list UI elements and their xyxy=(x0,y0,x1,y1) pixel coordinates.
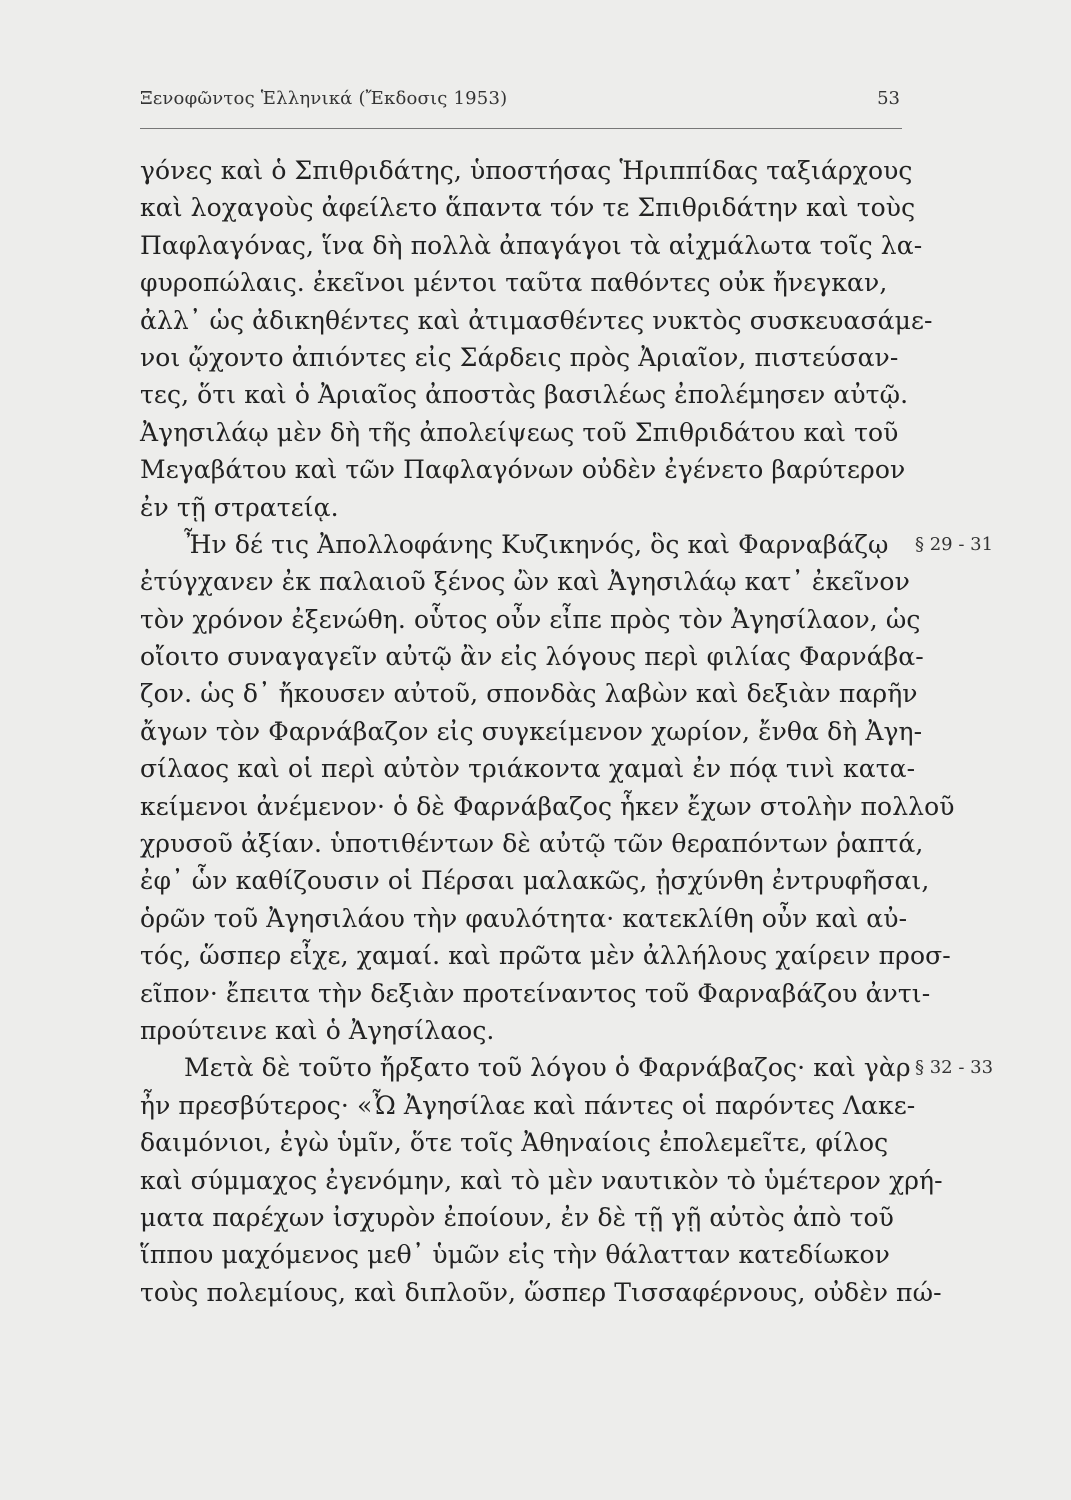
text-line: προύτεινε καὶ ὁ Ἀγησίλαος. xyxy=(140,1015,495,1045)
text-line: ὁρῶν τοῦ Ἀγησιλάου τὴν φαυλότητα· κατεκλίθη οὖν καὶ αὐ- xyxy=(140,903,908,933)
text-line: τὸν χρόνον ἐξενώθη. οὗτος οὖν εἶπε πρὸς τὸν Ἀγησίλαον, ὡς xyxy=(140,604,921,634)
text-line: Παφλαγόνας, ἵνα δὴ πολλὰ ἀπαγάγοι τὰ αἰχμάλωτα τοῖς λα- xyxy=(140,230,923,260)
text-line: Ἦν δέ τις Ἀπολλοφάνης Κυζικηνός, ὃς καὶ Φαρναβάζῳ xyxy=(184,529,889,559)
text-line: οἴοιτο συναγαγεῖν αὐτῷ ἂν εἰς λόγους περὶ φιλίας Φαρνάβα- xyxy=(140,642,924,672)
page-number: 53 xyxy=(877,88,900,109)
text-line: Μεγαβάτου καὶ τῶν Παφλαγόνων οὐδὲν ἐγένετο βαρύτερον xyxy=(140,455,906,485)
text-line: δαιμόνιοι, ἐγὼ ὑμῖν, ὅτε τοῖς Ἀθηναίοις ἐπολεμεῖτε, φίλος xyxy=(140,1128,889,1158)
text-line: φυροπώλαις. ἐκεῖνοι μέντοι ταῦτα παθόντες οὐκ ἤνεγκαν, xyxy=(140,268,888,298)
text-line: Ἀγησιλάῳ μὲν δὴ τῆς ἀπολείψεως τοῦ Σπιθριδάτου καὶ τοῦ xyxy=(140,417,899,447)
text-line: γόνες καὶ ὁ Σπιθριδάτης, ὑποστήσας Ἡριππίδας ταξιάρχους xyxy=(140,156,913,185)
running-header xyxy=(140,88,902,129)
text-line: ἐφ᾿ ὧν καθίζουσιν οἱ Πέρσαι μαλακῶς, ᾐσχύνθη ἐντρυφῆσαι, xyxy=(140,866,930,896)
text-line: καὶ σύμμαχος ἐγενόμην, καὶ τὸ μὲν ναυτικὸν τὸ ὑμέτερον χρή- xyxy=(140,1165,943,1195)
text-line: ματα παρέχων ἰσχυρὸν ἐποίουν, ἐν δὲ τῇ γῇ αὐτὸς ἀπὸ τοῦ xyxy=(140,1202,894,1232)
text-line: εῖπον· ἔπειτα τὴν δεξιὰν προτείναντος τοῦ Φαρναβάζου ἀντι- xyxy=(140,978,931,1008)
text-line: τοὺς πολεμίους, καὶ διπλοῦν, ὥσπερ Τισσαφέρνους, οὐδὲν πώ- xyxy=(140,1277,942,1307)
text-line: ἦν πρεσβύτερος· «Ὦ Ἀγησίλαε καὶ πάντες οἱ παρόντες Λακε- xyxy=(140,1090,916,1120)
line-with-note xyxy=(140,1049,994,1086)
body-text xyxy=(140,152,994,1311)
text-line: τός, ὥσπερ εἶχε, χαμαί. καὶ πρῶτα μὲν ἀλλήλους χαίρειν προσ- xyxy=(140,941,951,971)
margin-note-section-29-31: § 29 - 31 xyxy=(915,533,994,555)
text-line: κείμενοι ἀνέμενον· ὁ δὲ Φαρνάβαζος ἧκεν ἔχων στολὴν πολλοῦ xyxy=(140,791,955,821)
text-line: ζον. ὡς δ᾿ ἤκουσεν αὐτοῦ, σπονδὰς λαβὼν καὶ δεξιὰν παρῆν xyxy=(140,679,918,709)
line-with-note xyxy=(140,526,994,563)
text-line: ἄγων τὸν Φαρνάβαζον εἰς συγκείμενον χωρίον, ἔνθα δὴ Ἀγη- xyxy=(140,716,923,746)
text-line: ἀλλ᾿ ὡς ἀδικηθέντες καὶ ἀτιμασθέντες νυκτὸς συσκευασάμε- xyxy=(140,305,933,335)
text-line: ἐτύγχανεν ἐκ παλαιοῦ ξένος ὢν καὶ Ἀγησιλάῳ κατ᾿ ἐκεῖνον xyxy=(140,567,910,597)
text-line: σίλαος καὶ οἱ περὶ αὐτὸν τριάκοντα χαμαὶ ἐν πόᾳ τινὶ κατα- xyxy=(140,754,916,784)
margin-note-section-32-33: § 32 - 33 xyxy=(915,1057,994,1079)
text-line: καὶ λοχαγοὺς ἀφείλετο ἅπαντα τόν τε Σπιθριδάτην καὶ τοὺς xyxy=(140,193,916,223)
text-line: ἵππου μαχόμενος μεθ᾿ ὑμῶν εἰς τὴν θάλατταν κατεδίωκον xyxy=(140,1240,890,1270)
text-line: τες, ὅτι καὶ ὁ Ἀριαῖος ἀποστὰς βασιλέως ἐπολέμησεν αὐτῷ. xyxy=(140,380,909,410)
header-title: Ξενοφῶντος Ἑλληνικά (Ἔκδοσις 1953) xyxy=(140,88,508,109)
text-line: Μετὰ δὲ τοῦτο ἤρξατο τοῦ λόγου ὁ Φαρνάβαζος· καὶ γὰρ xyxy=(184,1053,911,1083)
text-line: ἐν τῇ στρατείᾳ. xyxy=(140,492,339,522)
text-line: χρυσοῦ ἀξίαν. ὑποτιθέντων δὲ αὐτῷ τῶν θεραπόντων ῥαπτά, xyxy=(140,829,924,859)
text-line: νοι ᾤχοντο ἀπιόντες εἰς Σάρδεις πρὸς Ἀριαῖον, πιστεύσαν- xyxy=(140,342,899,372)
